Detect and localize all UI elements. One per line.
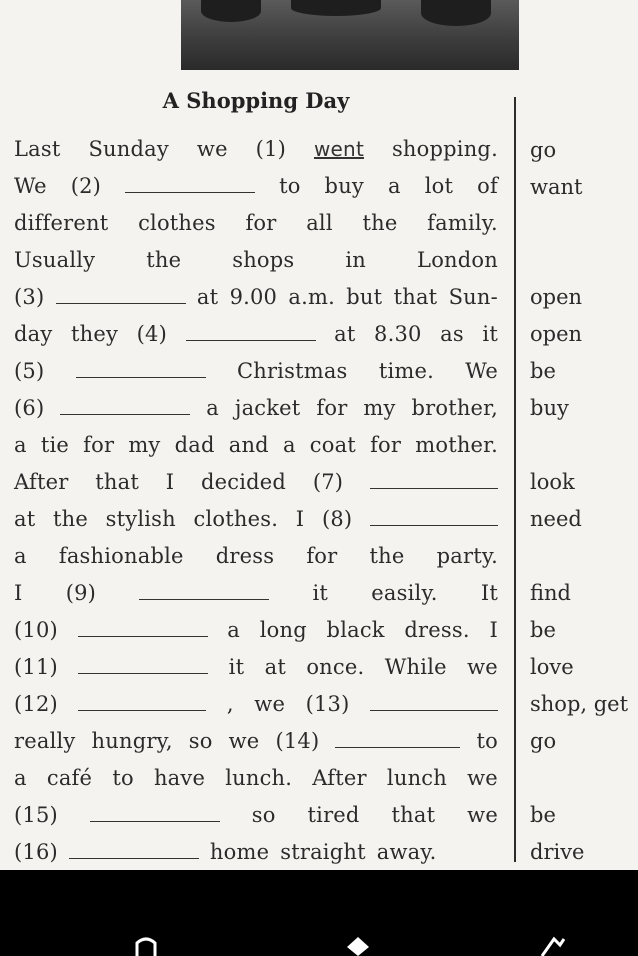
verb-prompt: love	[530, 655, 574, 679]
word: family.	[427, 211, 498, 235]
text-line	[14, 507, 498, 544]
word: fashionable	[58, 544, 184, 568]
verb-prompt: be	[530, 618, 556, 642]
answer-blank[interactable]	[60, 398, 190, 415]
column-divider	[514, 97, 516, 862]
word: dad	[174, 433, 215, 457]
word: Sun-	[448, 285, 498, 309]
word: hungry,	[91, 729, 173, 753]
answer-blank[interactable]	[78, 694, 206, 711]
word: the	[146, 248, 182, 272]
back-icon[interactable]	[133, 935, 159, 956]
answer-blank[interactable]	[139, 583, 269, 600]
word: (2)	[70, 174, 102, 198]
word: tie	[40, 433, 70, 457]
word: (12)	[14, 692, 58, 716]
word: ,	[226, 692, 234, 716]
word: black	[326, 618, 385, 642]
word: for	[370, 433, 402, 457]
word: brother,	[411, 396, 498, 420]
word: (10)	[14, 618, 58, 642]
word: After	[312, 766, 367, 790]
word: (11)	[14, 655, 58, 679]
word: so	[188, 729, 213, 753]
word: tired	[307, 803, 360, 827]
word: it	[228, 655, 245, 679]
text-line	[14, 285, 498, 322]
word: really	[14, 729, 76, 753]
verb-prompt: be	[530, 803, 556, 827]
word: easily.	[371, 581, 438, 605]
answer-blank[interactable]	[78, 657, 208, 674]
word: stylish	[105, 507, 176, 531]
word: party.	[436, 544, 498, 568]
answer-blank[interactable]	[78, 620, 208, 637]
word: 8.30	[374, 322, 422, 346]
word: have	[153, 766, 206, 790]
word: Christmas	[236, 359, 348, 383]
word: (7)	[312, 470, 344, 494]
word: a	[227, 618, 241, 642]
word: (1)	[255, 137, 287, 161]
text-line	[14, 322, 498, 359]
word: at	[334, 322, 356, 346]
word: a	[14, 433, 27, 457]
word: we	[254, 692, 286, 716]
text-line	[14, 137, 498, 174]
word: the	[369, 544, 405, 568]
answer-blank[interactable]	[335, 731, 460, 748]
word: that	[393, 285, 438, 309]
word: (6)	[14, 396, 45, 420]
text-line	[14, 581, 498, 618]
word: we	[228, 729, 260, 753]
navigation-bar	[0, 870, 638, 956]
word: of	[477, 174, 498, 198]
word: at	[14, 507, 36, 531]
word: I	[165, 470, 175, 494]
word: for	[306, 544, 338, 568]
word: they	[71, 322, 119, 346]
word: I	[14, 581, 23, 605]
word: but	[346, 285, 383, 309]
word: Sunday	[88, 137, 169, 161]
filled-answer: went	[314, 137, 364, 161]
text-line	[14, 803, 498, 840]
word: (5)	[14, 359, 45, 383]
word: café	[46, 766, 93, 790]
word: 9.00	[229, 285, 278, 309]
word: While	[384, 655, 447, 679]
word: dress.	[404, 618, 470, 642]
word: at	[264, 655, 286, 679]
word: mother.	[415, 433, 498, 457]
word: I	[295, 507, 305, 531]
word: dress	[215, 544, 275, 568]
text-line	[14, 248, 498, 285]
word: Last	[14, 137, 61, 161]
word: (3)	[14, 285, 45, 309]
word: straight	[280, 840, 366, 864]
word: I	[489, 618, 498, 642]
word: we	[196, 137, 228, 161]
text-line	[14, 840, 498, 870]
word: (13)	[305, 692, 350, 716]
text-line	[14, 729, 498, 766]
word: decided	[201, 470, 287, 494]
word: for	[83, 433, 115, 457]
word: (9)	[65, 581, 97, 605]
text-line	[14, 692, 498, 729]
verb-prompt: shop, get	[530, 692, 629, 716]
header-photo	[181, 0, 519, 70]
answer-blank[interactable]	[90, 805, 220, 822]
word: (8)	[321, 507, 353, 531]
answer-blank[interactable]	[370, 694, 498, 711]
word: the	[53, 507, 89, 531]
word: a	[14, 544, 27, 568]
word: for	[316, 396, 348, 420]
word: It	[480, 581, 498, 605]
word: time.	[378, 359, 434, 383]
word: so	[251, 803, 276, 827]
text-line	[14, 470, 498, 507]
word: lot	[424, 174, 454, 198]
answer-blank[interactable]	[56, 287, 186, 304]
word: we	[467, 766, 498, 790]
word: (15)	[14, 803, 58, 827]
text-line	[14, 544, 498, 581]
word: a	[387, 174, 401, 198]
word: my	[363, 396, 396, 420]
verb-prompt: be	[530, 359, 556, 383]
answer-blank[interactable]	[370, 509, 498, 526]
word: my	[128, 433, 161, 457]
word: jacket	[234, 396, 301, 420]
text-line	[14, 618, 498, 655]
word: buy	[324, 174, 364, 198]
word: We	[14, 174, 47, 198]
word: a	[282, 433, 296, 457]
word: all	[306, 211, 333, 235]
word: to	[476, 729, 498, 753]
text-line	[14, 766, 498, 803]
text-line	[14, 359, 498, 396]
word: as	[440, 322, 464, 346]
word: and	[228, 433, 269, 457]
word: We	[465, 359, 498, 383]
word: lunch	[386, 766, 447, 790]
recent-apps-icon[interactable]	[540, 935, 566, 956]
word: a	[206, 396, 219, 420]
word: clothes	[138, 211, 216, 235]
word: we	[467, 655, 498, 679]
verb-prompt: want	[530, 175, 583, 199]
text-line	[14, 433, 498, 470]
word: shopping.	[391, 137, 498, 161]
verb-prompt: find	[530, 581, 571, 605]
verb-prompt: drive	[530, 840, 585, 864]
word: the	[362, 211, 398, 235]
text-line	[14, 211, 498, 248]
home-icon[interactable]	[345, 935, 371, 956]
word: we	[467, 803, 498, 827]
word: at	[196, 285, 219, 309]
word: home	[209, 840, 270, 864]
word: that	[391, 803, 436, 827]
word: (14)	[275, 729, 320, 753]
text-line	[14, 174, 498, 211]
word: away.	[376, 840, 437, 864]
exercise-title: A Shopping Day	[162, 88, 350, 113]
verb-prompt: need	[530, 507, 582, 531]
verb-prompt: look	[530, 470, 575, 494]
word: different	[14, 211, 109, 235]
word: London	[417, 248, 498, 272]
word: a	[14, 766, 27, 790]
word: Usually	[14, 248, 96, 272]
answer-blank[interactable]	[69, 842, 199, 859]
verb-prompt: buy	[530, 396, 569, 420]
word: long	[259, 618, 307, 642]
word: to	[279, 174, 301, 198]
word: in	[345, 248, 367, 272]
verb-prompt: open	[530, 285, 583, 309]
word: to	[112, 766, 134, 790]
word: for	[245, 211, 277, 235]
answer-blank[interactable]	[186, 324, 316, 341]
word: shops	[232, 248, 295, 272]
word: clothes.	[193, 507, 279, 531]
verb-prompt: go	[530, 729, 557, 753]
word: day	[14, 322, 53, 346]
word: coat	[309, 433, 356, 457]
word: once.	[306, 655, 365, 679]
word: it	[312, 581, 329, 605]
word: (16)	[14, 840, 58, 864]
answer-blank[interactable]	[125, 176, 255, 193]
word: (4)	[136, 322, 167, 346]
word: a.m.	[288, 285, 335, 309]
word: that	[95, 470, 139, 494]
word: After	[14, 470, 69, 494]
word: lunch.	[225, 766, 293, 790]
answer-blank[interactable]	[76, 361, 206, 378]
verb-prompt: go	[530, 138, 557, 162]
answer-blank[interactable]	[370, 472, 498, 489]
verb-prompt: open	[530, 322, 583, 346]
word: it	[482, 322, 498, 346]
text-line	[14, 655, 498, 692]
text-line	[14, 396, 498, 433]
